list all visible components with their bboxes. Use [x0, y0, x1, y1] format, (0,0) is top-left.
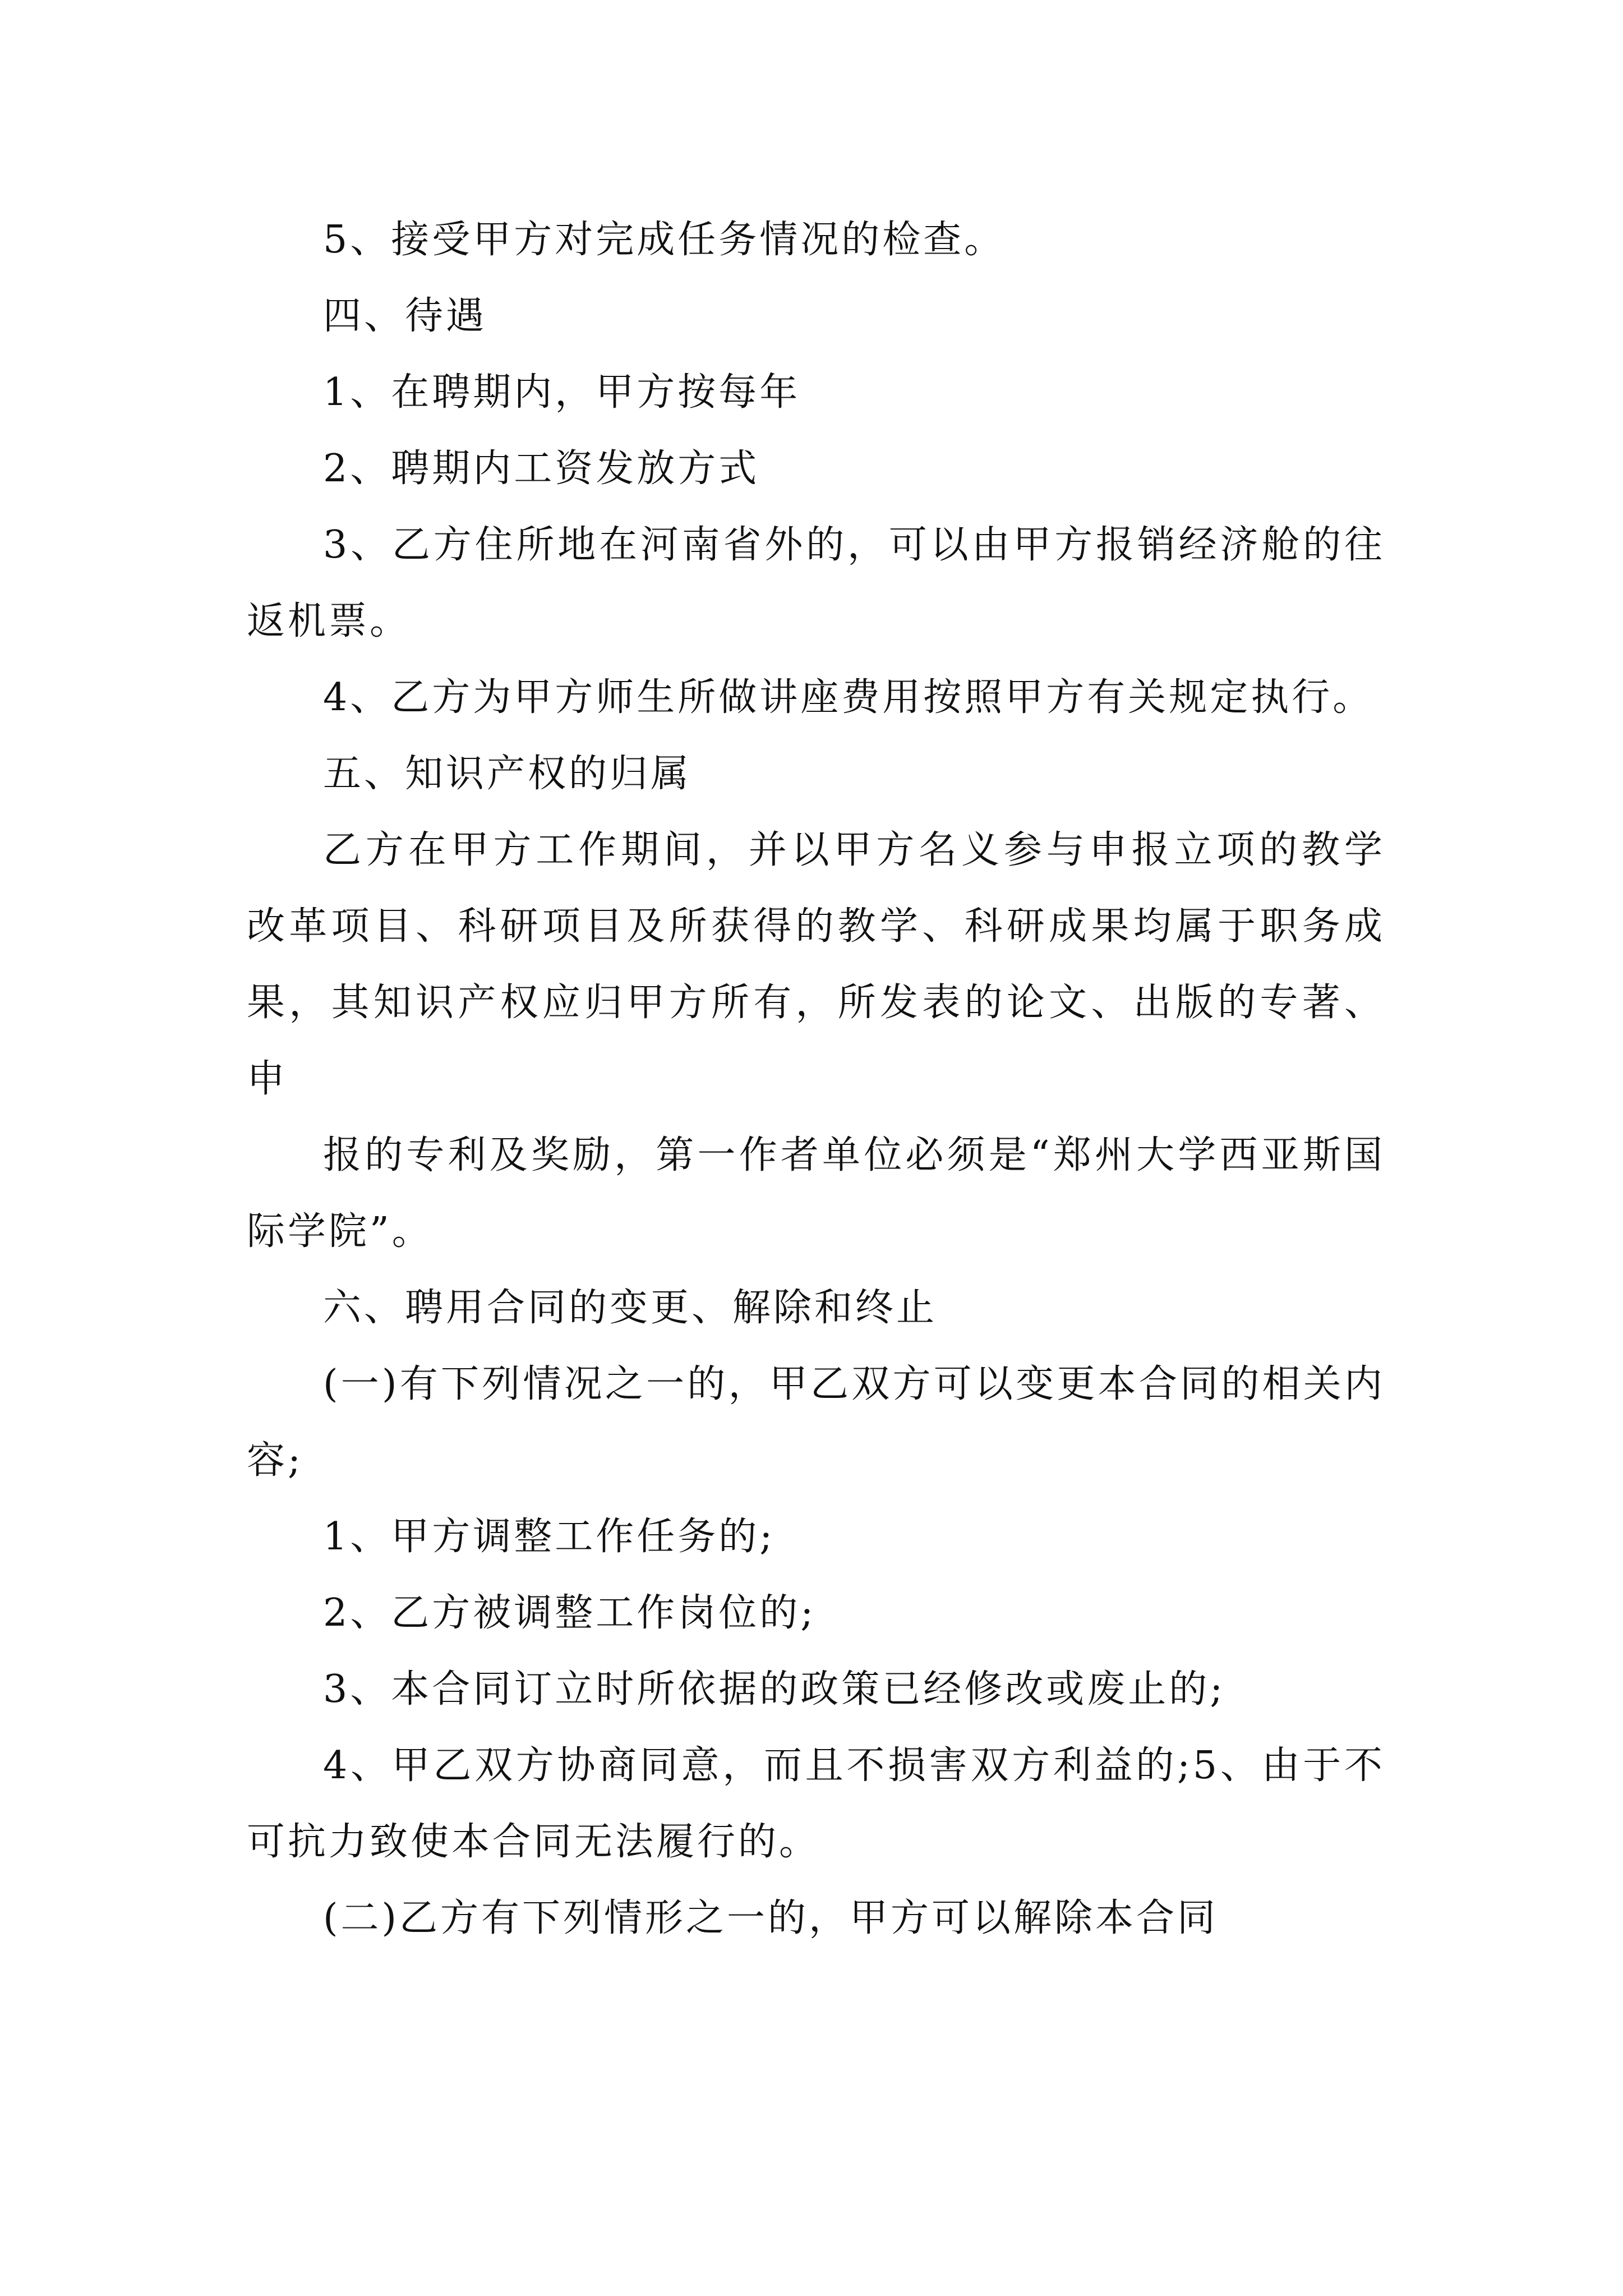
section-heading-ip: 五、知识产权的归属 — [323, 752, 692, 796]
section-heading-treatment: 四、待遇 — [323, 294, 487, 338]
section-heading-contract-change: 六、聘用合同的变更、解除和终止 — [323, 1286, 938, 1330]
paragraph-change-conditions: (一)有下列情况之一的，甲乙双方可以变更本合同的相关内容; — [247, 1362, 1385, 1483]
paragraph-change-item-3: 3、本合同订立时所依据的政策已经修改或废止的; — [323, 1667, 1226, 1711]
paragraph-item-3-airfare: 3、乙方住所地在河南省外的，可以由甲方报销经济舱的往返机票。 — [247, 523, 1385, 643]
paragraph-ip-first-author: 报的专利及奖励，第一作者单位必须是“郑州大学西亚斯国际学院”。 — [247, 1133, 1385, 1254]
paragraph-change-item-4-5: 4、甲乙双方协商同意，而且不损害双方利益的;5、由于不可抗力致使本合同无法履行的。 — [247, 1743, 1385, 1864]
paragraph-change-item-2: 2、乙方被调整工作岗位的; — [323, 1591, 817, 1635]
paragraph-item-4-lecture-fee: 4、乙方为甲方师生所做讲座费用按照甲方有关规定执行。 — [323, 675, 1374, 720]
paragraph-item-5-inspection: 5、接受甲方对完成任务情况的检查。 — [323, 218, 1006, 262]
paragraph-termination-conditions: (二)乙方有下列情形之一的，甲方可以解除本合同 — [323, 1896, 1219, 1940]
paragraph-ip-ownership: 乙方在甲方工作期间，并以甲方名义参与申报立项的教学改革项目、科研项目及所获得的教学、科研成果均属于职务成果，其知识产权应归甲方所有，所发表的论文、出版的专著、申 — [247, 828, 1385, 1101]
document-body — [247, 202, 1385, 1957]
paragraph-item-1-annual: 1、在聘期内，甲方按每年 — [323, 370, 801, 415]
paragraph-item-2-salary: 2、聘期内工资发放方式 — [323, 447, 760, 491]
paragraph-change-item-1: 1、甲方调整工作任务的; — [323, 1515, 776, 1559]
